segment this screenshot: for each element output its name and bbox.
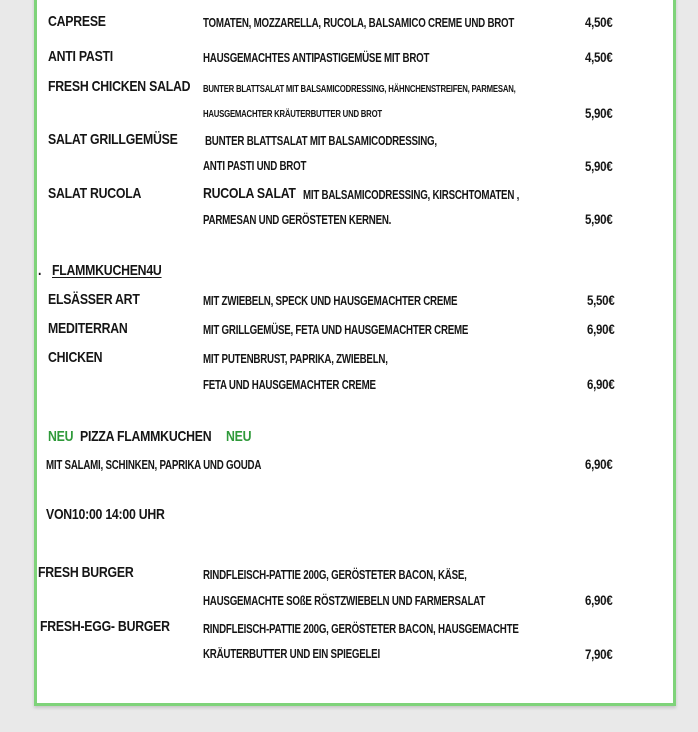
section-title-flammkuchen: FLAMMKUCHEN4U — [52, 262, 162, 279]
item-desc-salat-grillgemuese-line1: BUNTER BLATTSALAT MIT BALSAMICODRESSING, — [205, 134, 437, 148]
item-price-fresh-chicken-salad: 5,90€ — [585, 106, 613, 121]
item-price-pizza-flammkuchen: 6,90€ — [585, 457, 613, 472]
item-name-fresh-chicken-salad: FRESH CHICKEN SALAD — [48, 78, 191, 95]
item-price-chicken: 6,90€ — [587, 377, 615, 392]
item-name-antipasti: ANTI PASTI — [48, 48, 113, 65]
item-desc-fresh-egg-burger-line1: RINDFLEISCH-PATTIE 200G, GERÖSTETER BACON, HAUSGEMACHTE — [203, 622, 519, 636]
time-note: VON10:00 14:00 UHR — [46, 506, 165, 523]
item-desc-chicken-line1: MIT PUTENBRUST, PAPRIKA, ZWIEBELN, — [203, 352, 388, 366]
section-bullet: . — [38, 262, 42, 279]
item-desc-fresh-burger-line2: HAUSGEMACHTE SOßE RÖSTZWIEBELN UND FARMERSALAT — [203, 594, 486, 608]
item-desc-salat-rucola-line2: PARMESAN UND GERÖSTETEN KERNEN. — [203, 213, 392, 227]
item-price-salat-grillgemuese: 5,90€ — [585, 159, 613, 174]
item-desc-mediterran: MIT GRILLGEMÜSE, FETA UND HAUSGEMACHTER CREME — [203, 323, 469, 337]
item-name-salat-grillgemuese: SALAT GRILLGEMÜSE — [48, 131, 178, 148]
item-price-mediterran: 6,90€ — [587, 322, 615, 337]
item-desc-lead-salat-rucola: RUCOLA SALAT — [203, 185, 296, 202]
item-price-caprese: 4,50€ — [585, 15, 613, 30]
item-price-antipasti: 4,50€ — [585, 50, 613, 65]
item-price-fresh-egg-burger: 7,90€ — [585, 647, 613, 662]
item-desc-fresh-chicken-salad-line2: HAUSGEMACHTER KRÄUTERBUTTER UND BROT — [203, 108, 382, 120]
neu-badge-right: NEU — [226, 428, 252, 445]
item-desc-salat-rucola-line1: MIT BALSAMICODRESSING, KIRSCHTOMATEN , — [303, 188, 520, 202]
item-price-salat-rucola: 5,90€ — [585, 212, 613, 227]
item-desc-pizza-flammkuchen: MIT SALAMI, SCHINKEN, PAPRIKA UND GOUDA — [46, 458, 262, 472]
item-desc-fresh-chicken-salad-line1: BUNTER BLATTSALAT MIT BALSAMICODRESSING, HÄHNCHENSTREIFEN, PARMESAN, — [203, 83, 516, 95]
item-desc-caprese: TOMATEN, MOZZARELLA, RUCOLA, BALSAMICO CREME UND BROT — [203, 16, 515, 30]
item-name-caprese: CAPRESE — [48, 13, 106, 30]
item-price-fresh-burger: 6,90€ — [585, 593, 613, 608]
item-desc-salat-grillgemuese-line2: ANTI PASTI UND BROT — [203, 159, 307, 173]
item-desc-elsaesser-art: MIT ZWIEBELN, SPECK UND HAUSGEMACHTER CREME — [203, 294, 458, 308]
item-desc-fresh-burger-line1: RINDFLEISCH-PATTIE 200G, GERÖSTETER BACON, KÄSE, — [203, 568, 467, 582]
section-title-pizza-flammkuchen: PIZZA FLAMMKUCHEN — [80, 428, 212, 445]
item-desc-chicken-line2: FETA UND HAUSGEMACHTER CREME — [203, 378, 376, 392]
neu-badge-left: NEU — [48, 428, 74, 445]
item-desc-antipasti: HAUSGEMACHTES ANTIPASTIGEMÜSE MIT BROT — [203, 51, 430, 65]
item-name-fresh-burger: FRESH BURGER — [38, 564, 134, 581]
item-name-salat-rucola: SALAT RUCOLA — [48, 185, 142, 202]
item-name-chicken: CHICKEN — [48, 349, 103, 366]
item-name-elsaesser-art: ELSÄSSER ART — [48, 291, 140, 308]
item-price-elsaesser-art: 5,50€ — [587, 293, 615, 308]
item-name-mediterran: MEDITERRAN — [48, 320, 128, 337]
item-desc-fresh-egg-burger-line2: KRÄUTERBUTTER UND EIN SPIEGELEI — [203, 647, 380, 661]
item-name-fresh-egg-burger: FRESH-EGG- BURGER — [40, 618, 170, 635]
